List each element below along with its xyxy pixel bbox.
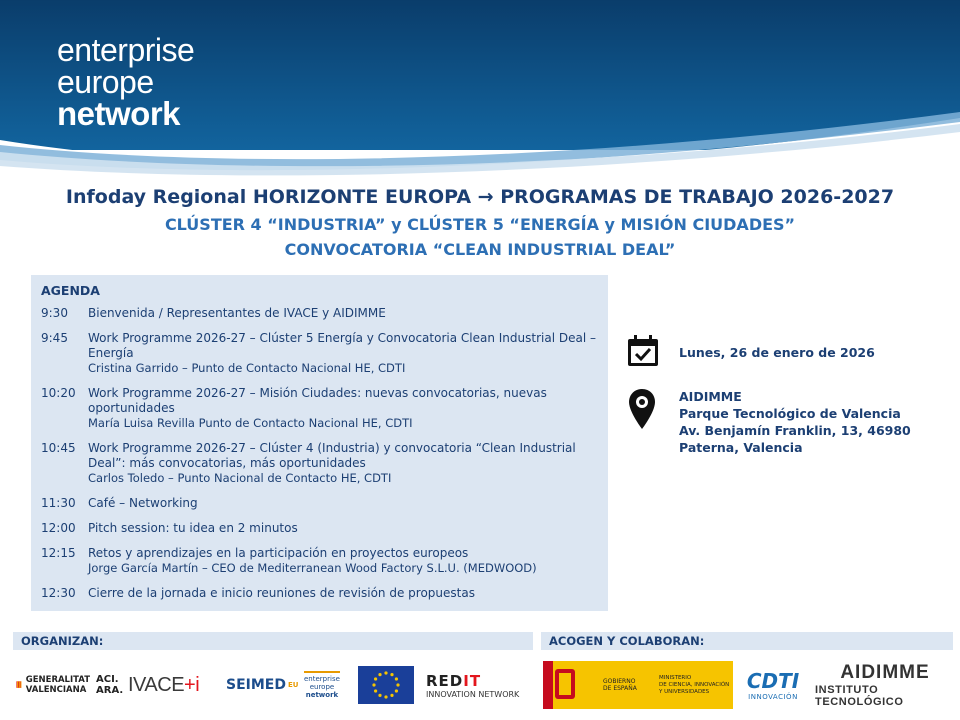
event-date: Lunes, 26 de enero de 2026 — [679, 345, 875, 360]
agenda-item — [41, 496, 598, 511]
location-line: Paterna, Valencia — [679, 440, 803, 455]
agenda-time: 10:20 — [41, 386, 76, 400]
location-line: Av. Benjamín Franklin, 13, 46980 — [679, 423, 911, 438]
event-location — [679, 388, 911, 456]
een-brand-logo — [57, 34, 194, 130]
header-band — [0, 0, 960, 180]
agenda-text: Pitch session: tu idea en 2 minutos — [88, 521, 298, 535]
agenda-time: 12:30 — [41, 586, 76, 600]
een-small-logo — [304, 660, 354, 710]
agenda-text: Café – Networking — [88, 496, 198, 510]
aci-ara-logo — [96, 660, 126, 710]
agenda-speaker: Cristina Garrido – Punto de Contacto Nacional HE, CDTI — [88, 361, 406, 375]
een-small-line: network — [305, 691, 339, 699]
aci-line: ACI. — [96, 674, 119, 685]
page-title: Infoday Regional HORIZONTE EUROPA → PROGRAMAS DE TRABAJO 2026-2027 — [65, 186, 895, 208]
agenda-time: 12:00 — [41, 521, 76, 535]
gv-crest-icon — [16, 674, 22, 696]
agenda-text: Cierre de la jornada e inicio reuniones de revisión de propuestas — [88, 586, 475, 600]
agenda-item — [41, 386, 598, 431]
cdti-text: CDTI — [746, 669, 800, 693]
gv-line: VALENCIANA — [25, 685, 87, 695]
redit-subtitle: INNOVATION NETWORK — [426, 689, 520, 699]
calendar-check-icon — [626, 334, 660, 368]
agenda-speaker: Jorge García Martín – CEO de Mediterranean Wood Factory S.L.U. (MEDWOOD) — [88, 561, 537, 575]
eu-flag-logo — [358, 660, 416, 710]
aidimme-subtitle: INSTITUTO TECNOLÓGICO — [815, 684, 904, 708]
gob-line: GOBIERNO — [603, 678, 636, 685]
agenda-text: Work Programme 2026-27 – Clúster 4 (Industria) y convocatoria “Clean Industrial Deal”: más convocatorias, más oportunidades — [88, 441, 576, 470]
agenda-item — [41, 586, 598, 601]
agenda-time: 10:45 — [41, 441, 76, 455]
agenda-time: 11:30 — [41, 496, 76, 510]
agenda-heading: AGENDA — [41, 283, 100, 298]
page-subtitle-clusters: CLÚSTER 4 “INDUSTRIA” y CLÚSTER 5 “ENERGÍA y MISIÓN CIUDADES” — [164, 215, 796, 234]
organizers-label: ORGANIZAN: — [13, 632, 533, 650]
agenda-text: Work Programme 2026-27 – Misión Ciudades: nuevas convocatorias, nuevas oportunidades — [88, 386, 547, 415]
agenda-item — [41, 331, 598, 376]
eu-flag-icon — [358, 666, 414, 704]
collaborators-label: ACOGEN Y COLABORAN: — [541, 632, 953, 650]
cdti-logo — [738, 660, 808, 710]
agenda-speaker: María Luisa Revilla Punto de Contacto Nacional HE, CDTI — [88, 416, 413, 430]
redit-text: RED — [426, 671, 464, 690]
ministerio-line: Y UNIVERSIDADES — [659, 688, 710, 695]
brand-word-network: network — [57, 95, 181, 132]
een-small-line: europe — [309, 683, 335, 691]
gob-line: DE ESPAÑA — [603, 685, 637, 692]
ivace-text: IVACE — [128, 673, 185, 696]
brand-word-enterprise: enterprise — [57, 32, 195, 68]
generalitat-valenciana-logo — [16, 660, 90, 710]
agenda-item — [41, 521, 598, 536]
aci-line: ARA. — [96, 685, 124, 696]
seimed-logo — [226, 660, 299, 710]
spain-flag-crest-icon — [543, 661, 599, 709]
agenda-time: 9:45 — [41, 331, 68, 345]
agenda-item — [41, 546, 598, 576]
agenda-speaker: Carlos Toledo – Punto Nacional de Contacto HE, CDTI — [88, 471, 392, 485]
agenda-text: Retos y aprendizajes en la participación en proyectos europeos — [88, 546, 469, 560]
redit-it-text: IT — [463, 671, 482, 690]
ministerio-line: MINISTERIO — [659, 674, 692, 681]
brand-word-europe: europe — [57, 64, 154, 100]
agenda-item — [41, 306, 598, 321]
agenda-item — [41, 441, 598, 486]
aidimme-logo — [815, 660, 955, 710]
page-subtitle-call: CONVOCATORIA “CLEAN INDUSTRIAL DEAL” — [284, 240, 676, 259]
agenda-panel — [31, 275, 608, 611]
ministerio-line: DE CIENCIA, INNOVACIÓN — [659, 681, 730, 688]
location-line: Parque Tecnológico de Valencia — [679, 406, 901, 421]
redit-logo — [426, 660, 536, 710]
seimed-eu-text: EU — [287, 681, 299, 689]
aidimme-text: AIDIMME — [840, 662, 930, 683]
agenda-text: Bienvenida / Representantes de IVACE y AIDIMME — [88, 306, 386, 320]
seimed-text: SEIMED — [226, 677, 286, 693]
cdti-subtitle: INNOVACIÓN — [748, 693, 798, 701]
location-pin-icon — [628, 388, 656, 430]
een-small-line: enterprise — [304, 675, 340, 683]
gobierno-espana-logo — [543, 661, 733, 709]
agenda-text: Work Programme 2026-27 – Clúster 5 Energía y Convocatoria Clean Industrial Deal – Energía — [88, 331, 596, 360]
gv-line: GENERALITAT — [25, 675, 90, 685]
location-name: AIDIMME — [679, 389, 742, 404]
agenda-time: 9:30 — [41, 306, 68, 320]
agenda-time: 12:15 — [41, 546, 76, 560]
ivace-logo — [128, 660, 214, 710]
ivace-plus-text: +i — [184, 673, 200, 696]
